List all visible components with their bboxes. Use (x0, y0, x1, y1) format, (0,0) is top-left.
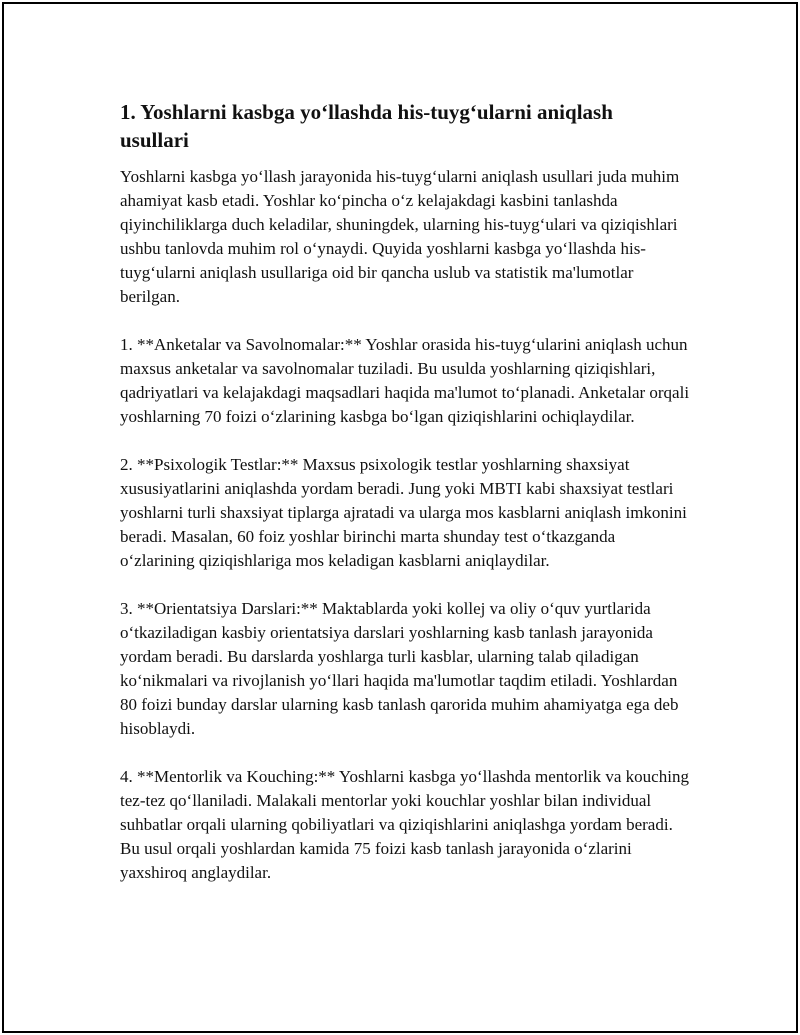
paragraph-psixologik-testlar: 2. **Psixologik Testlar:** Maxsus psixologik testlar yoshlarning shaxsiyat xususiyatlarini aniqlashda yordam beradi. Jung yoki MBTI kabi shaxsiyat testlari yoshlarni turli shaxsiyat tiplarga ajratadi va ularga mos kasblarni aniqlash imkonini beradi. Masalan, 60 foiz yoshlar birinchi marta shunday test o‘tkazganda o‘zlarining qiziqishlariga mos keladigan kasblarni aniqlaydilar. (120, 455, 687, 570)
paragraph-mentorlik: 4. **Mentorlik va Kouching:** Yoshlarni kasbga yo‘llashda mentorlik va kouching tez-tez qo‘llaniladi. Malakali mentorlar yoki kouchlar yoshlar bilan individual suhbatlar orqali ularning qobiliyatlari va qiziqishlarini aniqlashga yordam beradi. Bu usul orqali yoshlardan kamida 75 foizi kasb tanlash jarayonida o‘zlarini yaxshiroq anglaydilar. (120, 767, 689, 882)
document-title: 1. Yoshlarni kasbga yo‘llashda his-tuyg‘ularni aniqlash usullari (120, 100, 613, 152)
paragraph-orientatsiya-darslari: 3. **Orientatsiya Darslari:** Maktablarda yoki kollej va oliy o‘quv yurtlarida o‘tkaziladigan kasbiy orientatsiya darslari yoshlarning kasb tanlash jarayonida yordam beradi. Bu darslarda yoshlarga turli kasblar, ularning talab qiladigan ko‘nikmalari va rivojlanish yo‘llari haqida ma'lumotlar taqdim etiladi. Yoshlardan 80 foizi bunday darslar ularning kasb tanlash qarorida muhim ahamiyatga ega deb hisoblaydi. (120, 599, 679, 738)
intro-paragraph: Yoshlarni kasbga yo‘llash jarayonida his-tuyg‘ularni aniqlash usullari juda muhim ahamiyat kasb etadi. Yoshlar ko‘pincha o‘z kelajakdagi kasbini tanlashda qiyinchiliklarga duch keladilar, shuningdek, ularning his-tuyg‘ulari va qiziqishlari ushbu tanlovda muhim rol o‘ynaydi. Quyida yoshlarni kasbga yo‘llashda his-tuyg‘ularni aniqlash usullariga oid bir qancha uslub va statistik ma'lumotlar berilgan. (120, 167, 680, 306)
paragraph-anketalar: 1. **Anketalar va Savolnomalar:** Yoshlar orasida his-tuyg‘ularini aniqlash uchun maxsus anketalar va savolnomalar tuziladi. Bu usulda yoshlarning qiziqishlari, qadriyatlari va kelajakdagi maqsadlari haqida ma'lumot to‘planadi. Anketalar orqali yoshlarning 70 foizi o‘zlarining kasbga bo‘lgan qiziqishlarini ochiqlaydilar. (120, 335, 690, 426)
document-body (120, 98, 694, 909)
page-frame (2, 2, 798, 1033)
